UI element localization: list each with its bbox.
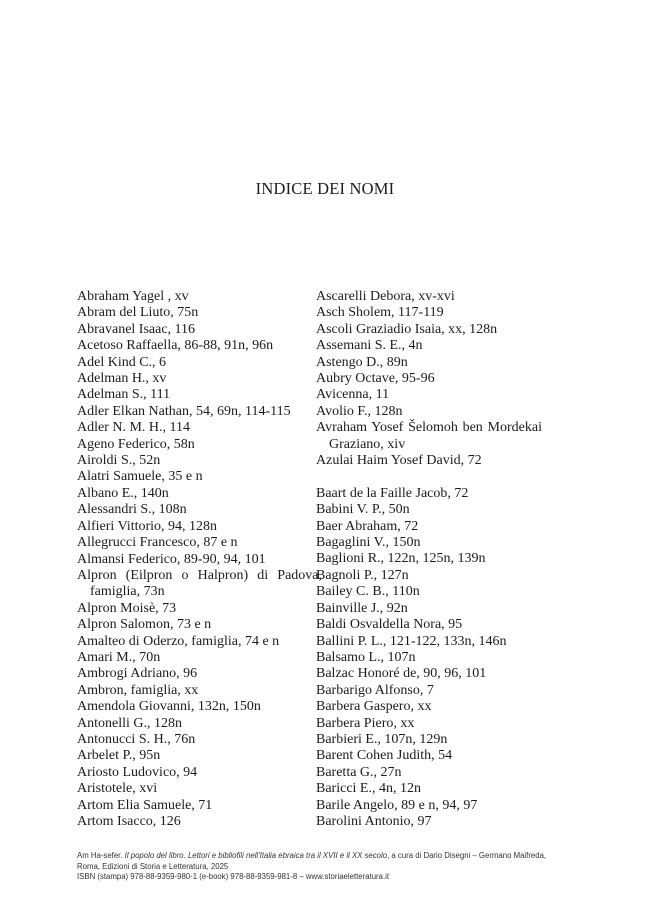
index-entry: Barbieri E., 107n, 129n: [316, 731, 448, 747]
index-entry: Aristotele, xvi: [77, 781, 158, 797]
index-entry: Barent Cohen Judith, 54: [316, 748, 453, 764]
index-entry: Baldi Osvaldella Nora, 95: [316, 617, 463, 633]
index-entry: Alpron (Eilpron o Halpron) di Padova, famiglia, 73n: [77, 567, 322, 600]
footer-citation: [77, 851, 547, 872]
index-entry: Bagnoli P., 127n: [316, 567, 409, 583]
index-entry: Baer Abraham, 72: [316, 518, 419, 534]
index-entry: Barbarigo Alfonso, 7: [316, 682, 434, 698]
section-gap: [316, 469, 542, 485]
index-entry: Abravanel Isaac, 116: [77, 321, 196, 337]
index-entry: Almansi Federico, 89-90, 94, 101: [77, 551, 266, 567]
index-entry: Avicenna, 11: [316, 387, 390, 403]
index-entry: Baricci E., 4n, 12n: [316, 781, 421, 797]
index-entry: Artom Isacco, 126: [77, 814, 181, 829]
index-entry: Balzac Honoré de, 90, 96, 101: [316, 666, 487, 682]
index-entry: Ambrogi Adriano, 96: [77, 666, 198, 682]
index-entry: Baglioni R., 122n, 125n, 139n: [316, 551, 486, 567]
index-column-left: [77, 289, 322, 830]
page-footer: [77, 851, 547, 883]
index-entry: Ascarelli Debora, xv-xvi: [316, 289, 455, 304]
index-entry: Asch Sholem, 117-119: [316, 305, 444, 321]
index-entry: Babini V. P., 50n: [316, 502, 410, 518]
index-entry: Avraham Yosef Šelomoh ben Mordekai Graziano, xiv: [316, 420, 542, 452]
index-entry: Azulai Haim Yosef David, 72: [316, 453, 482, 469]
index-entry: Ambron, famiglia, xx: [77, 682, 199, 698]
index-entry: Albano E., 140n: [77, 485, 169, 501]
index-entry: Bagaglini V., 150n: [316, 535, 421, 551]
index-entry: Barbera Gaspero, xx: [316, 699, 432, 715]
index-entry: Bainville J., 92n: [316, 600, 408, 616]
index-section-b: [316, 486, 542, 831]
index-entry: Astengo D., 89n: [316, 354, 408, 370]
index-entry: Amalteo di Oderzo, famiglia, 74 e n: [77, 633, 280, 649]
index-entry: Aubry Octave, 95-96: [316, 371, 435, 387]
footer-citation-prefix: Am Ha-sefer.: [77, 851, 125, 860]
index-entry: Baretta G., 27n: [316, 764, 402, 780]
index-entry: Arbelet P., 95n: [77, 748, 161, 764]
index-entry: Barile Angelo, 89 e n, 94, 97: [316, 797, 478, 813]
index-entry: Airoldi S., 52n: [77, 453, 161, 469]
footer-book-title: Il popolo del libro. Lettori e bibliofili nell'Italia ebraica tra il XVII e il XX secolo: [124, 851, 388, 860]
index-entry: Acetoso Raffaella, 86-88, 91n, 96n: [77, 338, 274, 354]
index-entry: Amari M., 70n: [77, 649, 161, 665]
index-entry: Amendola Giovanni, 132n, 150n: [77, 699, 261, 715]
index-entry: Alpron Salomon, 73 e n: [77, 617, 212, 633]
index-section-a-continued: [316, 289, 542, 469]
index-entry: Alfieri Vittorio, 94, 128n: [77, 518, 218, 534]
footer-citation-suffix: , a cura di Dario Disegni – Germano Maifreda, Roma, Edizioni di Storia e Letteratura, 2025: [77, 851, 547, 871]
index-column-right: [316, 289, 542, 830]
index-entry: Antonucci S. H., 76n: [77, 731, 196, 747]
index-entry: Adler N. M. H., 114: [77, 420, 191, 436]
index-entry: Artom Elia Samuele, 71: [77, 797, 213, 813]
index-entry: Adler Elkan Nathan, 54, 69n, 114-115: [77, 403, 291, 419]
index-entry: Ballini P. L., 121-122, 133n, 146n: [316, 633, 507, 649]
index-entry: Ascoli Graziadio Isaia, xx, 128n: [316, 321, 498, 337]
index-entry: Barolini Antonio, 97: [316, 813, 432, 829]
index-entry: Avolio F., 128n: [316, 403, 403, 419]
index-entry: Abraham Yagel , xv: [77, 289, 189, 304]
index-entry: Allegrucci Francesco, 87 e n: [77, 535, 238, 551]
index-entry: Balsamo L., 107n: [316, 649, 416, 665]
index-entry: Baart de la Faille Jacob, 72: [316, 485, 469, 501]
index-entry: Adelman S., 111: [77, 387, 171, 403]
index-entry: Alatri Samuele, 35 e n: [77, 469, 203, 485]
index-entry: Adel Kind C., 6: [77, 354, 167, 370]
page-title: INDICE DEI NOMI: [255, 179, 395, 198]
index-entry: Alessandri S., 108n: [77, 502, 187, 518]
index-entry: Adelman H., xv: [77, 371, 167, 387]
index-entry: Ageno Federico, 58n: [77, 436, 195, 452]
index-entry: Ariosto Ludovico, 94: [77, 764, 198, 780]
index-entry: Alpron Moisè, 73: [77, 600, 177, 616]
index-entry: Antonelli G., 128n: [77, 715, 182, 731]
index-entry: Abram del Liuto, 75n: [77, 305, 199, 321]
footer-isbn: ISBN (stampa) 978-88-9359-980-1 (e-book) 978-88-9359-981-8 – www.storiaeletteratura.it: [77, 872, 390, 882]
index-entry: Assemani S. E., 4n: [316, 338, 423, 354]
index-entry: Barbera Piero, xx: [316, 715, 415, 731]
index-entry: Bailey C. B., 110n: [316, 584, 420, 600]
